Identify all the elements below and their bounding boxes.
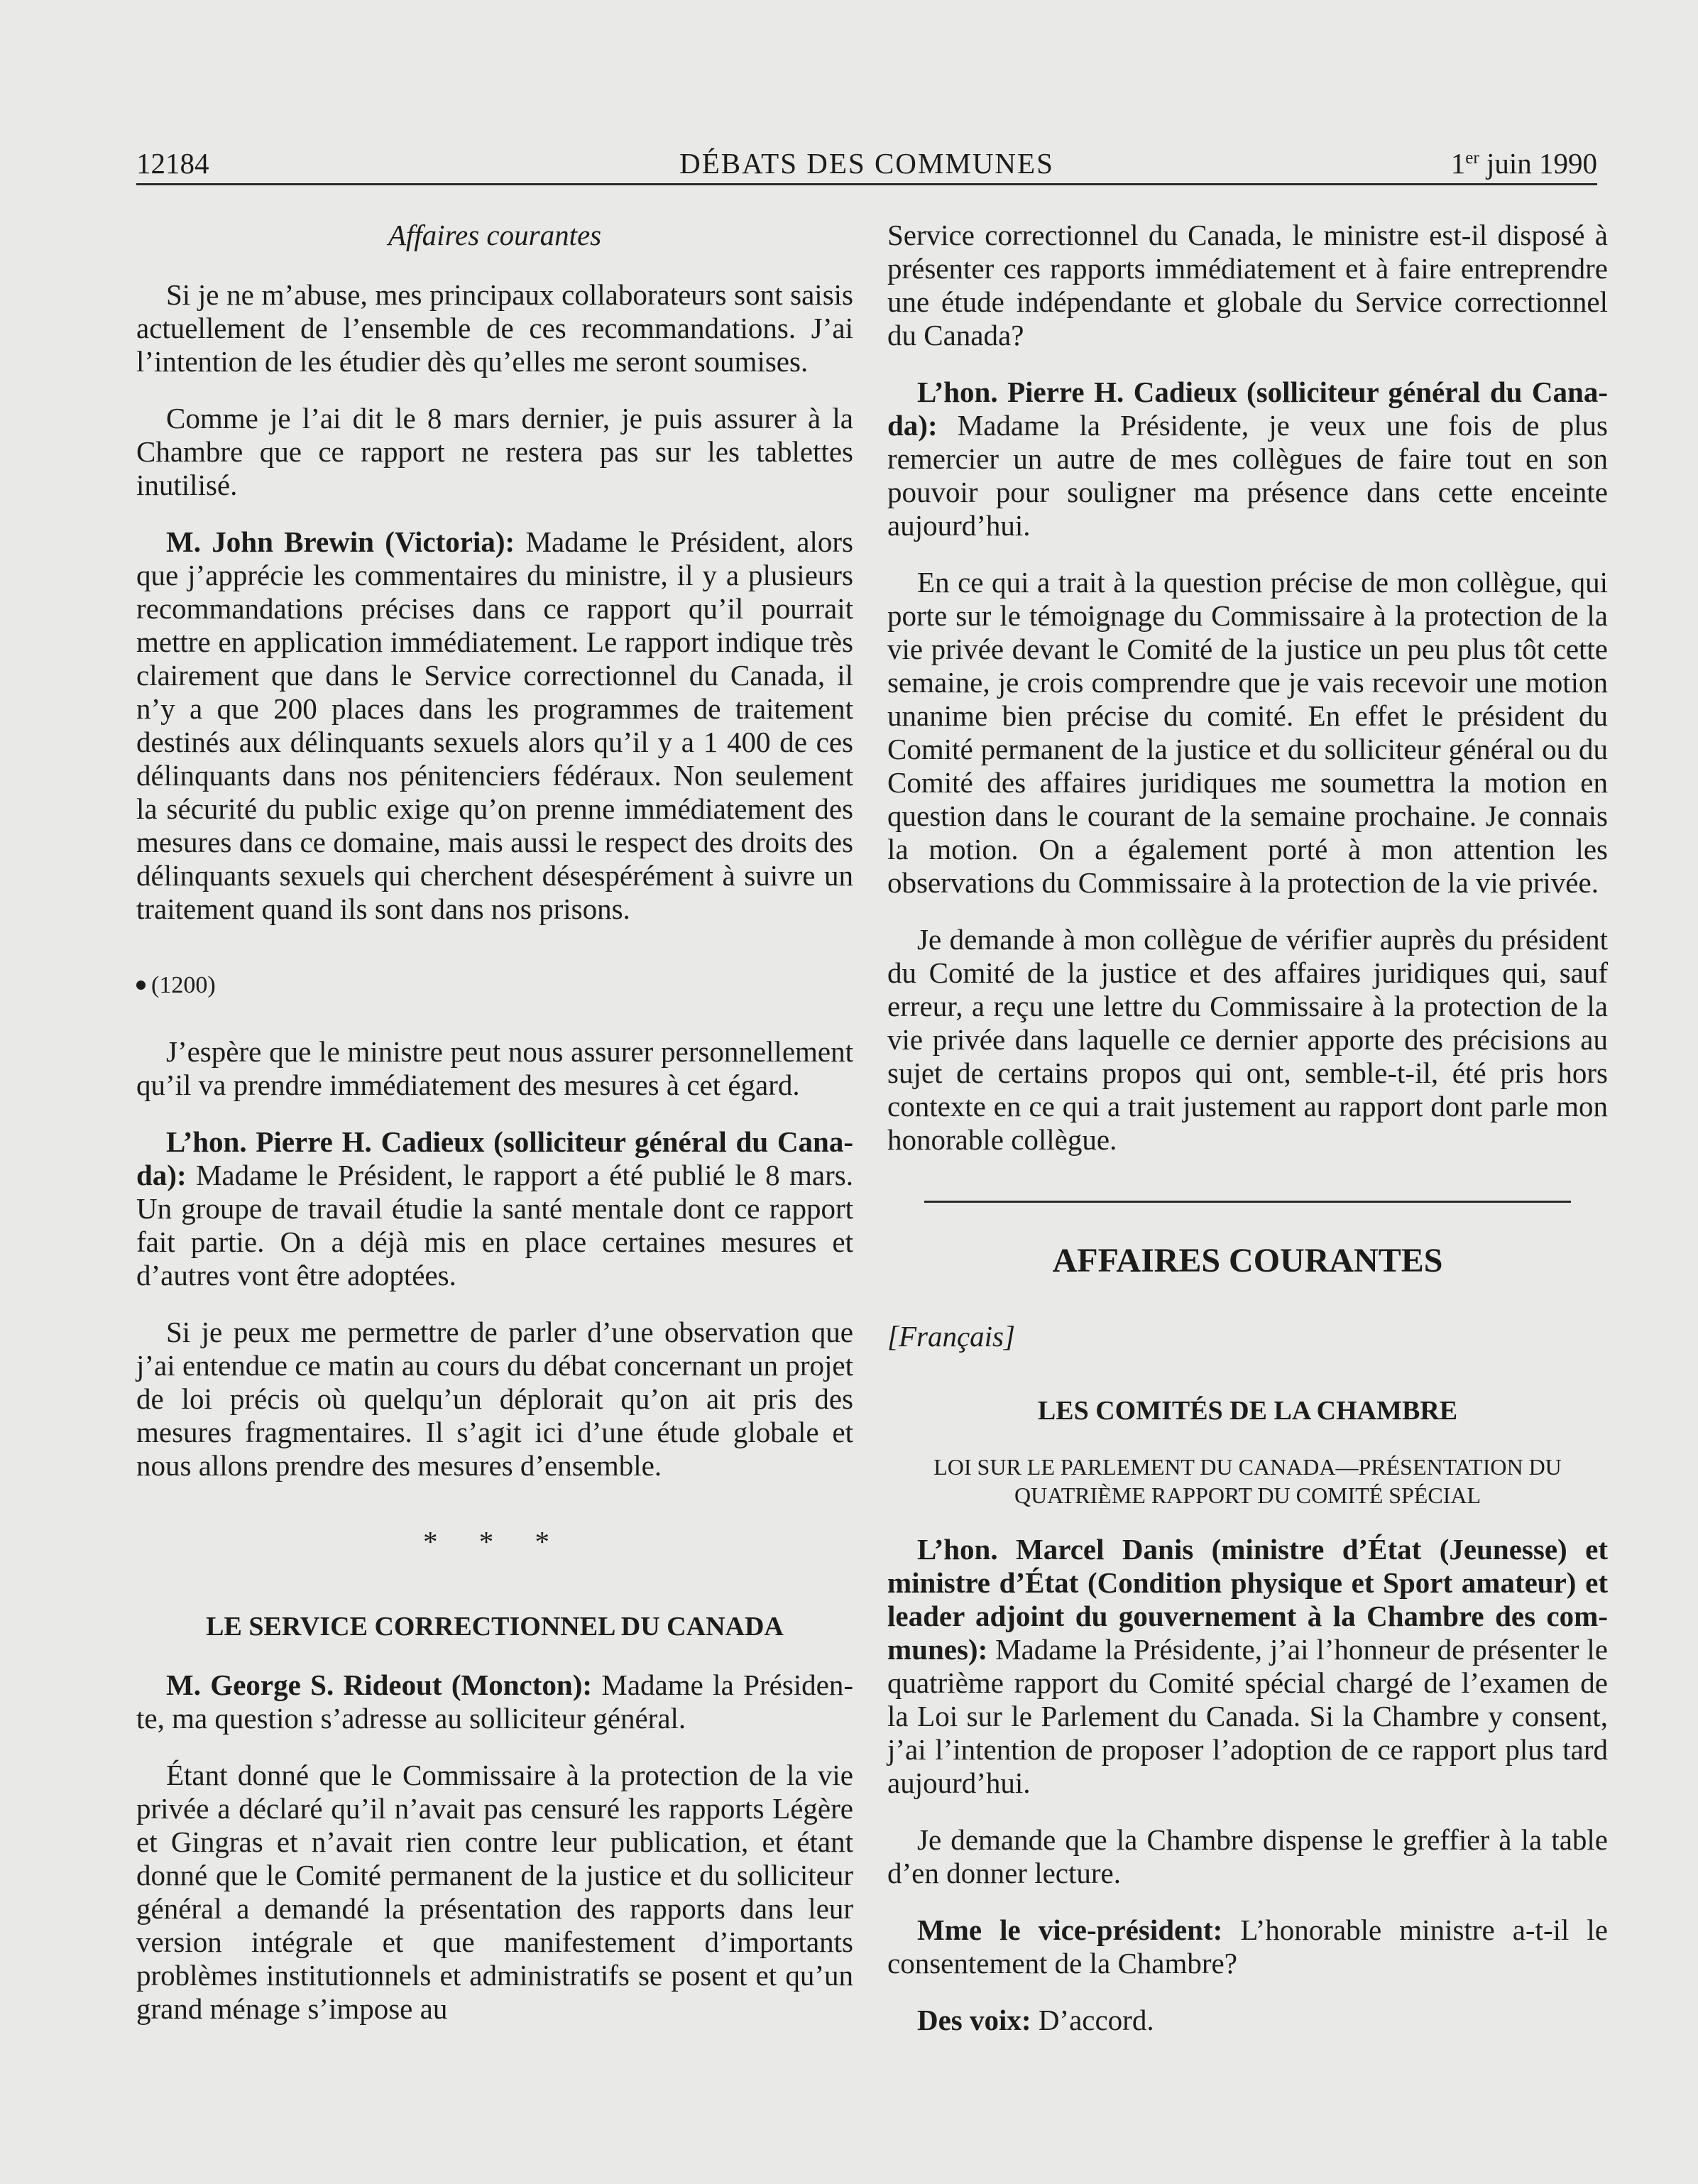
speaker-name: L’hon. Pierre H. Cadieux (solliciteur général du Canada):: [887, 376, 1608, 442]
section-rubric: Affaires courantes: [388, 219, 602, 251]
speech-paragraph: Mme le vice-président: L’honorable ministre a-t-il le consentement de la Chambre?: [887, 1913, 1609, 1980]
speaker-name: Des voix:: [917, 2004, 1031, 2036]
section-separator: * * *: [423, 1525, 566, 1558]
speaker-name: L’hon. Pierre H. Cadieux (solliciteur général du Canada):: [136, 1125, 853, 1191]
speech-paragraph: L’hon. Pierre H. Cadieux (solliciteur général du Canada): Madame le Président, le rapport a été publié le 8 mars. Un groupe de travail étudie la santé mentale dont ce rapport fait partie. On a déjà mis en place certaines mesures et d’autres vont être adoptées.: [136, 1125, 853, 1292]
speech-paragraph: M. John Brewin (Victoria): Madame le Président, alors que j’apprécie les commentaires du ministre, il y a plusieurs recommandations précises dans ce rapport qu’il pourrait mettre en application immédiatement. Le rapport indique très clairement que dans le Service correctionnel du Canada, il n’y a que 200 places dans les programmes de traitement destinés aux délinquants sexuels alors qu’il y a 1 400 de ces délinquants dans nos pénitenciers fédéraux. Non seulement la sécurité du public exige qu’on prenne immédiatement des mesures dans ce domaine, mais aussi le respect des droits des délinquants sexuels qui cherchent désespérément à suivre un traitement quand ils sont dans nos prisons.: [136, 525, 853, 925]
paragraph: Comme je l’ai dit le 8 mars dernier, je puis assurer à la Chambre que ce rapport ne restera pas sur les tablettes inutilisé.: [136, 402, 853, 501]
paragraph: Si je peux me permettre de parler d’une observation que j’ai entendue ce matin au cours du débat concernant un projet de loi précis où quelqu’un déplorait qu’on ait pris des mesures fragmentaires. Il s’agit ici d’une étude globale et nous allons prendre des mesures d’ensemble.: [136, 1316, 853, 1482]
section-heading: LE SERVICE CORRECTIONNEL DU CANADA: [206, 1612, 784, 1642]
publication-date: 1er juin 1990: [1450, 147, 1597, 180]
left-column: [136, 219, 853, 2049]
speaker-name: L’hon. Marcel Danis (ministre d’État (Jeunesse) et ministre d’État (Condition physique et Sport amateur) et leader adjoint du gouvernement à la Chambre des communes):: [887, 1533, 1608, 1666]
speech-paragraph: M. George S. Rideout (Moncton): Madame la Présidente, ma question s’adresse au solliciteur général.: [136, 1669, 853, 1735]
paragraph: Service correctionnel du Canada, le ministre est-il disposé à présenter ces rapports immédiatement et à faire entreprendre une étude indépendante et globale du Service correctionnel du Canada?: [887, 219, 1608, 351]
paragraph: J’espère que le ministre peut nous assurer personnellement qu’il va prendre immédiatement des mesures à cet égard.: [136, 1035, 853, 1101]
time-marker: (1200): [136, 968, 853, 1002]
major-heading: AFFAIRES COURANTES: [1052, 1242, 1443, 1279]
divider: [924, 1201, 1571, 1203]
speaker-name: M. George S. Rideout (Moncton):: [166, 1669, 593, 1701]
publication-title: DÉBATS DES COMMUNES: [679, 147, 1054, 180]
sub-heading: LOI SUR LE PARLEMENT DU CANADA—PRÉSENTATION DU QUATRIÈME RAPPORT DU COMITÉ SPÉCIAL: [933, 1454, 1562, 1508]
paragraph: Si je ne m’abuse, mes principaux collaborateurs sont saisis actuellement de l’ensemble de ces recommandations. J’ai l’intention de les étudier dès qu’elles me seront soumises.: [136, 278, 853, 378]
bullet-icon: [136, 981, 146, 990]
page-header: [136, 143, 1597, 185]
paragraph: Je demande à mon collègue de vérifier auprès du président du Comité de la justice et des affaires juridiques qui, sauf erreur, a reçu une lettre du Commissaire à la protection de la vie privée dans laquelle ce dernier apporte des précisions au sujet de certains propos qui ont, semble-t-il, été pris hors contexte en ce qui a trait justement au rapport dont parle mon honorable collègue.: [887, 923, 1608, 1156]
speaker-name: M. John Brewin (Victoria):: [166, 525, 515, 558]
speech-paragraph: L’hon. Pierre H. Cadieux (solliciteur général du Canada): Madame la Présidente, je veux une fois de plus remercier un autre de mes collègues de faire tout en son pouvoir pour souligner ma présence dans cette enceinte aujourd’hui.: [887, 376, 1608, 542]
paragraph: Étant donné que le Commissaire à la protection de la vie privée a déclaré qu’il n’avait pas censuré les rapports Légère et Gingras et n’avait rien contre leur publication, et étant donné que le Comité permanent de la justice et du solliciteur général a demandé la présentation des rapports dans leur version intégrale et que manifestement d’importants problèmes institutionnels et administratifs se posent et qu’un grand ménage s’impose au: [136, 1759, 853, 2025]
speaker-name: Mme le vice-président:: [917, 1913, 1223, 1946]
paragraph: Je demande que la Chambre dispense le greffier à la table d’en donner lecture.: [887, 1823, 1608, 1889]
speech-paragraph: Des voix: D’accord.: [917, 2004, 1154, 2036]
right-column: [887, 219, 1608, 2060]
section-heading: LES COMITÉS DE LA CHAMBRE: [1037, 1396, 1458, 1426]
paragraph: En ce qui a trait à la question précise de mon collègue, qui porte sur le témoignage du Commissaire à la protection de la vie privée devant le Comité de la justice un peu plus tôt cette semaine, je crois comprendre que je vais recevoir une motion unanime bien précise du comité. En effet le président du Comité permanent de la justice et du solliciteur général ou du Comité des affaires juridiques me soumettra la motion en question dans le courant de la semaine prochaine. Je connais la motion. On a également porté à mon attention les observations du Commissaire à la protection de la vie privée.: [887, 566, 1608, 899]
speech-paragraph: L’hon. Marcel Danis (ministre d’État (Jeunesse) et ministre d’État (Condition physique et Sport amateur) et leader adjoint du gouvernement à la Chambre des communes): Madame la Présidente, j’ai l’honneur de présenter le quatrième rapport du Comité spécial chargé de l’examen de la Loi sur le Parlement du Canada. Si la Chambre y consent, j’ai l’intention de proposer l’adoption de ce rapport plus tard aujourd’hui.: [887, 1533, 1608, 1799]
page-number: 12184: [136, 147, 209, 180]
language-tag: [Français]: [887, 1320, 1015, 1353]
